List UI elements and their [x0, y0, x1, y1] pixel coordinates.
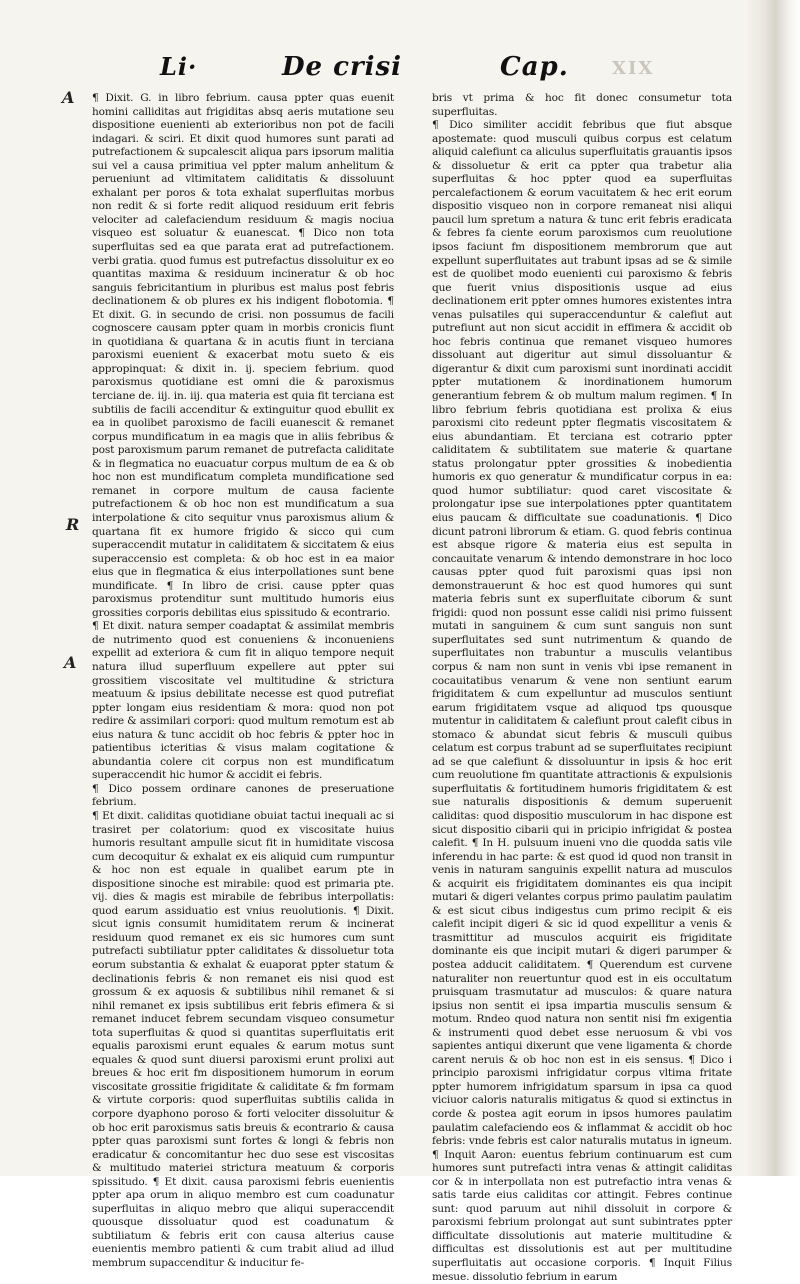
running-head-book: Li· — [160, 52, 198, 81]
running-head-chapter: Cap. — [500, 52, 569, 82]
paragraph: ¶ Dico similiter accidit febribus que fiut absque apostemate: quod musculi quibus corpus est celatum aliquid calefiunt ca aliculus superfluitatis grauantis ipsos & dissoluetur & erit ca ppter qua trabetur alia superfluitas & hoc ppter quod ea superfluitas percalefactionem & eorum vacuitatem & hec erit eorum dispositio visqueo non in corpore remaneat nisi aliqui paucil lum spretum a natura & tunc erit febris eradicata & febres fa ciente eorum paroxismos cum reuolutione ipsos faciunt fm dispositionem membrorum que aut expellunt superfluitates aut trabunt ipsas ad se & simile est de quolibet modo euenienti cui paroxismo & febris que fuerit vnius dispositionis usque ad eius declinationem erit ppter omnes humores existentes intra venas pulsatiles qui superaccenduntur & calefiut aut putrefiunt aut non sicut accidit in effimera & accidit ob hoc febris continua que remanet visqueo humores dissoluant aut digeritur aut simul dissoluantur & digerantur & dixit cum paroxismi sunt inordinati accidit ppter mutationem & inordinationem humorum generantium febrem & ob multum malum regimen. ¶ In libro febrium febris quotidiana est prolixa & eius paroxismi cito redeunt ppter flegmatis viscositatem & eius abundantiam. Et terciana est cotrario ppter caliditatem & subtilitatem sue materie & quartane status prolongatur ppter grossities & inobedientia humoris ex quo generatur & mundificatur corpus in ea: quod humor subtiliatur: quod caret viscositate & prolongatur ipse sue interpolationes ppter quantitatem eius paucam & difficultate sue coadunationis. ¶ Dico dicunt patroni librorum & etiam. G. quod febris continua est absque rigore & materia eius est sepulta in concauitate venarum & intendo demonstrare in hoc loco causas ppter quod fuit paroxismi quas ipsi non demonstrauerunt & hoc est quod humores qui sunt materia febris sunt ex superfluitate ciborum & sunt frigidi: quod non possunt esse calidi nisi primo fuissent mutati in sanguinem & cum sunt sanguis non sunt superfluitates sed sunt nutrimentum & quando de superfluitates non trabuntur a musculis velantibus corpus & nam non sunt in venis vbi ipse remanent in cocauitatibus venarum & vene non sentiunt earum frigiditatem & cum expelluntur ad musculos sentiunt earum frigiditatem vsque ad aliquod tps quousque mutentur in caliditatem & calefiunt prout calefit cibus in stomaco & abundat sicut febris & musculi quibus celatum est corpus trabunt ad se superfluitates recipiunt ad se que calefiunt & dissoluuntur in ipsis & hoc erit cum reuolutione fm quantitate attractionis & expulsionis superfluitatis & fortitudinem humoris frigiditatem & est sue naturalis dispositionis & demum superuenit caliditas: quod dispositio musculorum in hac dispone est sicut dispositio cibarii qui in pricipio infrigidat & postea calefit. ¶ In H. pulsuum inueni vno die quodda satis vile inferendu in hac parte: & est quod id quod non transit in venis in naturam sanguinis expellit natura ad musculos & acquirit eis frigiditatem dominantes eis qua incipit mutari & digeri velantes corpus primo paulatim paulatim & est sicut cibus indigestus cum primo recipit & eis calefit incipit digeri & sic id quod expellitur a venis & trasmittitur ad musculos acquirit eis frigiditate dominante eis que incipit mutari & digeri parumper & postea adducit caliditatem. ¶ Querendum est curvene naturaliter non reuertuntur quod est in eis occultatum pruisquam trasmutatur ad musculos: & quare natura ipsius non sentit ei ipsa impartia musculis sensum & motum. Rndeo quod natura non sentit nisi fm exigentia & instrumenti quod debet esse neruosum & vbi vos sapientes antiqui dixerunt que vene ligamenta & chorde carent neruis & ob hoc non est in eis sensus. ¶ Dico i principio paroxismi infrigidatur corpus vltima fritate ppter humorem infrigidatum sparsum in ipsa ca quod viciuor caloris naturalis mitigatus & quod si extinctus in corde & postea agit eorum in ipsos humores paulatim paulatim calefaciendo eos & inflammat & accidit ob hoc febris: vnde febris est calor naturalis mutatus in igneum. ¶ Inquit Aaron: euentus febrium continuarum est cum humores sunt putrefacti intra venas & attingit caliditas cor & in interpollata non est putrefactio intra venas & satis tarde eius caliditas cor attingit. Febres continue sunt: quod paruum aut nihil dissoluit in corpore & paroxismi febrium prolongat aut sunt subintrates ppter difficultate dissolutionis aut materie multitudine & difficultas est dissolutionis est aut per multitudine superfluitatis aut occasione corporis. ¶ Inquit Filius mesue. dissolutio febrium in earum — [432, 119, 732, 1283]
bleed-through-text: XIX — [612, 58, 655, 79]
paragraph: bris vt prima & hoc fit donec consumetur tota superfluitas. — [432, 92, 732, 118]
paragraph: ¶ Et dixit. caliditas quotidiane obuiat tactui inequali ac si trasiret per colatorium: quod ex viscositate huius humoris resultant ampulle sicut fit in humiditate viscosa cum decoquitur & exhalat ex eis aliquid cum rumpuntur & hoc non est equale in qualibet earum pte in dispositione sinoche est mirabile: quod est primaria pte. vij. dies & magis est mirabile de febribus interpollatis: quod earum assiduatio est vnius reuolutionis. ¶ Dixit. sicut ignis consumit humiditatem rerum & incinerat residuum quod remanet ex eis sic humores cum sunt putrefacti subtiliatur ppter caliditates & dissoluetur tota eorum substantia & exhalat & euaporat ppter statum & declinationis febris & non remanet eis nisi quod est grossum & ex aquosis & subtilibus nihil remanet & si nihil remanet ex ipsis subtilibus erit febris efimera & si remanet inducet febrem secundam visqueo consumetur tota superfluitas & quod si quantitas superfluitatis erit equalis paroxismi erunt equales & earum motus sunt equales & quod sunt diuersi paroxismi erunt prolixi aut breues & hoc erit fm dispositionem humorum in eorum viscositate grossitie frigiditate & caliditate & fm formam & virtute corporis: quod superfluitas subtilis calida in corpore dyaphono poroso & forti velociter dissoluitur & ob hoc erit paroxismus satis breuis & econtrario & causa ppter quas paroxismi sunt fortes & longi & febris non eradicatur & concomitantur hec duo sese est viscositas & multitudo materiei strictura meatuum & corporis spissitudo. ¶ Et dixit. causa paroxismi febris euenientis ppter apa orum in aliquo membro est cum coadunatur superfluitas in aliquo mebro que aliqui superaccendit quousque dissoluatur quod est coadunatum & subtiliatum & febris erit con causa alterius cause euenientis membro patienti & cum trabit aliud ad illud membrum supaccenditur & inducitur fe- — [92, 809, 394, 1270]
page-edge-shadow — [745, 0, 800, 1176]
margin-letter: A — [64, 653, 77, 672]
margin-letter: A — [62, 88, 75, 107]
margin-letter: R — [66, 515, 80, 534]
running-head-title: De crisi — [282, 52, 403, 82]
text-column-left — [92, 92, 394, 1270]
text-column-right — [432, 92, 732, 1283]
paragraph: ¶ Dixit. G. in libro febrium. causa ppter quas euenit homini calliditas aut frigiditas absq aeris mutatione seu dispositione euenienti ab exterioribus non pot de facili indagari. & sciri. Et dixit quod humores sunt parati ad putrefactionem & supcalescit aliqua pars ipsorum malitia sui vel a causa primitiua vel ppter malum anhelitum & perueniunt ad vltimitatem caliditatis & dissoluunt exhalant per poros & tota exhalat superfluitas morbus non redit & si forte redit aliquod residuum erit febris velociter ad calefaciendum residuum & magis nociua visqueo est soluatur & euanescat. ¶ Dico non tota superfluitas sed ea que parata erat ad putrefactionem. verbi gratia. quod fumus est putrefactus dissoluitur ex eo quantitas maxima & residuum incineratur & ob hoc sanguis febricitantium in pluribus est malus post febris declinationem & ob plures ex his indigent flobotomia. ¶ Et dixit. G. in secundo de crisi. non possumus de facili cognoscere causam ppter quam in morbis cronicis fiunt in quotidiana & quartana & in acutis fiunt in terciana paroxismi euenient & exacerbat motu sueto & eis appropinquat: & dixit in. ij. speciem febrium. quod paroxismus quotidiane est omni die & paroxismus terciane de. iij. in. iij. qua materia est quia fit terciana est subtilis de facili accenditur & extinguitur quod ebullit ex ea in quolibet paroxismo de facili euanescit & remanet corpus mundificatum in ea magis que in aliis febribus & post paroxismum parum remanet de putrefacta caliditate & in flegmatica no euacuatur corpus multum de ea & ob hoc non est mundificatum completa mundificatione sed remanet in corpore multum de causa faciente putrefactionem & ob hoc non est mundificatum a sua interpolatione & cito sequitur vnus paroxismus alium & quartana fit ex humore frigido & sicco qui cum superaccendit mutatur in caliditatem & siccitatem & eius superaccensio est completa: & ob hoc est in ea maior eius que in flegmatica & eius interpollationes sunt bene mundificate. ¶ In libro de crisi. cause ppter quas paroxismus protenditur sunt multitudo humoris eius grossities corporis debilitas eius spissitudo & econtrario. — [92, 92, 394, 619]
paragraph: ¶ Et dixit. natura semper coadaptat & assimilat membris de nutrimento quod est conueniens & inconueniens expellit ad exteriora & cum fit in aliquo tempore nequit natura illud superfluum expellere aut ppter sui grossitiem viscositate vel multitudine & strictura meatuum & ipsius debilitate necesse est quod putrefiat ppter longam eius residentiam & mora: quod non pot redire & assimilari corpori: quod multum remotum est ab eius natura & tunc accidit ob hoc febris & ppter hoc in patientibus icteritias & visus malam cogitatione & abundantia colere cit corpus non est mundificatum superaccendit hic humor & accidit ei febris. — [92, 620, 394, 782]
paragraph: ¶ Dico possem ordinare canones de preseruatione febrium. — [92, 782, 394, 809]
